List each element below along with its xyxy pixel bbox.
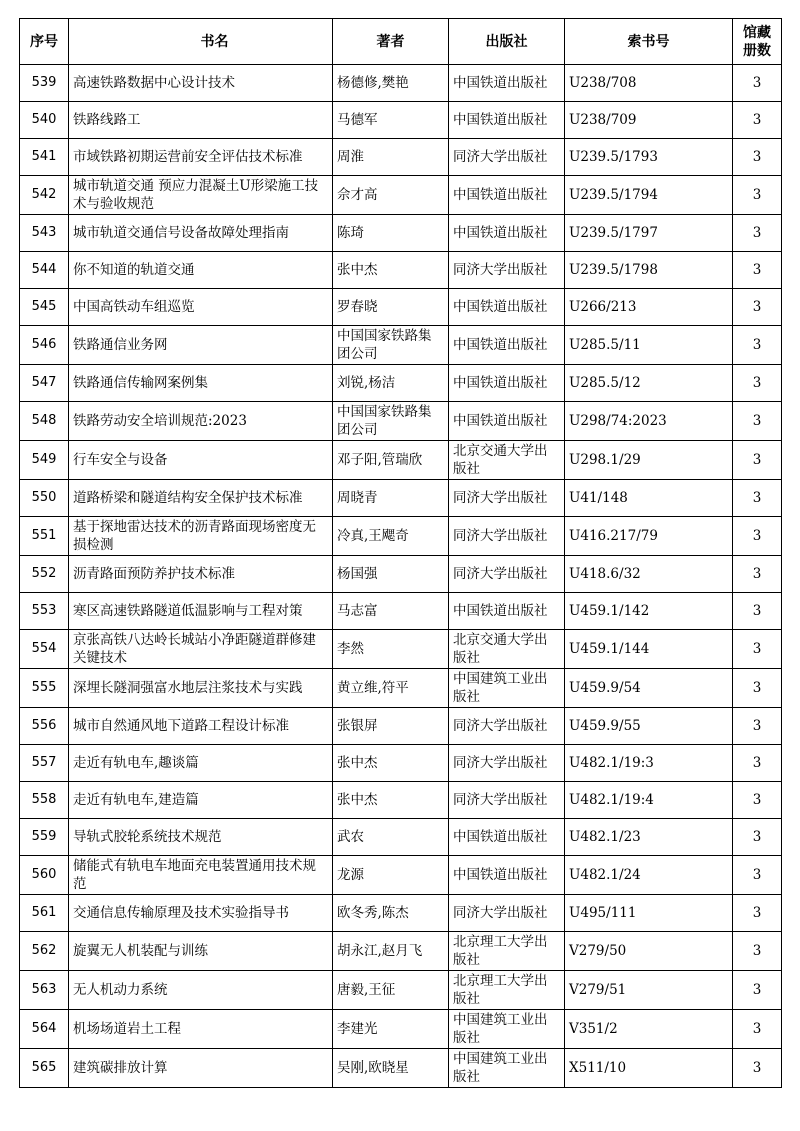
cell-no: 541	[20, 139, 69, 176]
cell-no: 545	[20, 289, 69, 326]
cell-author: 杨国强	[333, 556, 449, 593]
cell-copies: 3	[733, 1049, 782, 1088]
cell-no: 543	[20, 215, 69, 252]
table-row	[20, 556, 782, 593]
cell-no: 558	[20, 782, 69, 819]
cell-title: 沥青路面预防养护技术标准	[69, 556, 333, 593]
cell-title: 道路桥梁和隧道结构安全保护技术标准	[69, 480, 333, 517]
cell-call-number: U482.1/19:3	[565, 745, 733, 782]
cell-call-number: U459.1/142	[565, 593, 733, 630]
cell-call-number: U459.1/144	[565, 630, 733, 669]
cell-copies: 3	[733, 856, 782, 895]
table-row	[20, 365, 782, 402]
cell-title: 走近有轨电车,建造篇	[69, 782, 333, 819]
cell-title: 旋翼无人机装配与训练	[69, 932, 333, 971]
cell-title: 深埋长隧洞强富水地层注浆技术与实践	[69, 669, 333, 708]
cell-publisher: 同济大学出版社	[449, 139, 565, 176]
cell-call-number: U298/74:2023	[565, 402, 733, 441]
cell-author: 周晓青	[333, 480, 449, 517]
table-row	[20, 517, 782, 556]
cell-author: 李建光	[333, 1010, 449, 1049]
cell-title: 无人机动力系统	[69, 971, 333, 1010]
cell-author: 马志富	[333, 593, 449, 630]
cell-copies: 3	[733, 441, 782, 480]
cell-author: 刘锐,杨洁	[333, 365, 449, 402]
cell-copies: 3	[733, 932, 782, 971]
cell-call-number: U285.5/12	[565, 365, 733, 402]
cell-title: 铁路线路工	[69, 102, 333, 139]
table-row	[20, 895, 782, 932]
table-row	[20, 708, 782, 745]
cell-no: 549	[20, 441, 69, 480]
cell-call-number: U482.1/23	[565, 819, 733, 856]
header-publisher: 出版社	[449, 19, 565, 65]
cell-call-number: U459.9/54	[565, 669, 733, 708]
cell-publisher: 同济大学出版社	[449, 480, 565, 517]
cell-publisher: 中国铁道出版社	[449, 176, 565, 215]
cell-publisher: 北京交通大学出版社	[449, 441, 565, 480]
table-row	[20, 65, 782, 102]
cell-title: 城市轨道交通 预应力混凝土U形梁施工技术与验收规范	[69, 176, 333, 215]
cell-publisher: 同济大学出版社	[449, 517, 565, 556]
cell-author: 黄立维,符平	[333, 669, 449, 708]
cell-call-number: U239.5/1797	[565, 215, 733, 252]
cell-copies: 3	[733, 745, 782, 782]
cell-no: 547	[20, 365, 69, 402]
cell-publisher: 同济大学出版社	[449, 708, 565, 745]
cell-copies: 3	[733, 819, 782, 856]
cell-call-number: U495/111	[565, 895, 733, 932]
cell-publisher: 中国铁道出版社	[449, 102, 565, 139]
cell-author: 李然	[333, 630, 449, 669]
cell-copies: 3	[733, 708, 782, 745]
cell-no: 551	[20, 517, 69, 556]
cell-call-number: U482.1/24	[565, 856, 733, 895]
cell-copies: 3	[733, 782, 782, 819]
cell-publisher: 北京理工大学出版社	[449, 971, 565, 1010]
cell-publisher: 同济大学出版社	[449, 745, 565, 782]
cell-call-number: V279/50	[565, 932, 733, 971]
table-row	[20, 139, 782, 176]
cell-publisher: 中国铁道出版社	[449, 215, 565, 252]
table-row	[20, 176, 782, 215]
cell-author: 张中杰	[333, 782, 449, 819]
table-row	[20, 745, 782, 782]
cell-author: 张银屏	[333, 708, 449, 745]
table-row	[20, 856, 782, 895]
cell-publisher: 中国铁道出版社	[449, 326, 565, 365]
cell-copies: 3	[733, 630, 782, 669]
table-row	[20, 215, 782, 252]
table-row	[20, 1049, 782, 1088]
cell-copies: 3	[733, 480, 782, 517]
table-row	[20, 669, 782, 708]
table-row	[20, 593, 782, 630]
cell-call-number: U298.1/29	[565, 441, 733, 480]
cell-call-number: U459.9/55	[565, 708, 733, 745]
cell-call-number: X511/10	[565, 1049, 733, 1088]
cell-copies: 3	[733, 65, 782, 102]
cell-title: 你不知道的轨道交通	[69, 252, 333, 289]
cell-copies: 3	[733, 102, 782, 139]
cell-publisher: 中国铁道出版社	[449, 856, 565, 895]
cell-no: 553	[20, 593, 69, 630]
cell-author: 冷真,王飔奇	[333, 517, 449, 556]
header-copies: 馆藏册数	[733, 19, 782, 65]
cell-copies: 3	[733, 326, 782, 365]
cell-title: 铁路劳动安全培训规范:2023	[69, 402, 333, 441]
book-list-table	[19, 18, 782, 1088]
table-row	[20, 289, 782, 326]
table-row	[20, 819, 782, 856]
cell-title: 铁路通信业务网	[69, 326, 333, 365]
header-call-number: 索书号	[565, 19, 733, 65]
table-row	[20, 102, 782, 139]
cell-no: 561	[20, 895, 69, 932]
cell-publisher: 中国建筑工业出版社	[449, 1049, 565, 1088]
cell-no: 556	[20, 708, 69, 745]
cell-copies: 3	[733, 365, 782, 402]
cell-title: 走近有轨电车,趣谈篇	[69, 745, 333, 782]
cell-publisher: 中国铁道出版社	[449, 65, 565, 102]
cell-no: 565	[20, 1049, 69, 1088]
cell-call-number: U482.1/19:4	[565, 782, 733, 819]
cell-publisher: 同济大学出版社	[449, 895, 565, 932]
cell-author: 中国国家铁路集团公司	[333, 402, 449, 441]
cell-copies: 3	[733, 556, 782, 593]
cell-no: 550	[20, 480, 69, 517]
cell-title: 交通信息传输原理及技术实验指导书	[69, 895, 333, 932]
cell-author: 张中杰	[333, 745, 449, 782]
table-row	[20, 480, 782, 517]
cell-copies: 3	[733, 176, 782, 215]
cell-author: 佘才高	[333, 176, 449, 215]
cell-no: 563	[20, 971, 69, 1010]
cell-publisher: 同济大学出版社	[449, 556, 565, 593]
cell-publisher: 北京交通大学出版社	[449, 630, 565, 669]
cell-author: 龙源	[333, 856, 449, 895]
cell-no: 546	[20, 326, 69, 365]
cell-no: 554	[20, 630, 69, 669]
cell-title: 寒区高速铁路隧道低温影响与工程对策	[69, 593, 333, 630]
cell-publisher: 中国建筑工业出版社	[449, 669, 565, 708]
cell-publisher: 北京理工大学出版社	[449, 932, 565, 971]
cell-author: 武农	[333, 819, 449, 856]
cell-no: 540	[20, 102, 69, 139]
header-no: 序号	[20, 19, 69, 65]
cell-publisher: 同济大学出版社	[449, 252, 565, 289]
cell-title: 基于探地雷达技术的沥青路面现场密度无损检测	[69, 517, 333, 556]
cell-copies: 3	[733, 215, 782, 252]
table-body	[20, 65, 782, 1088]
table-row	[20, 971, 782, 1010]
cell-author: 张中杰	[333, 252, 449, 289]
cell-title: 建筑碳排放计算	[69, 1049, 333, 1088]
table-row	[20, 1010, 782, 1049]
cell-no: 560	[20, 856, 69, 895]
cell-author: 周淮	[333, 139, 449, 176]
cell-publisher: 中国铁道出版社	[449, 819, 565, 856]
cell-call-number: U285.5/11	[565, 326, 733, 365]
table-row	[20, 782, 782, 819]
cell-copies: 3	[733, 669, 782, 708]
cell-publisher: 中国铁道出版社	[449, 593, 565, 630]
cell-call-number: U418.6/32	[565, 556, 733, 593]
cell-copies: 3	[733, 971, 782, 1010]
cell-title: 城市轨道交通信号设备故障处理指南	[69, 215, 333, 252]
cell-author: 欧冬秀,陈杰	[333, 895, 449, 932]
cell-no: 544	[20, 252, 69, 289]
cell-author: 吴刚,欧晓星	[333, 1049, 449, 1088]
cell-no: 552	[20, 556, 69, 593]
cell-call-number: U416.217/79	[565, 517, 733, 556]
cell-no: 557	[20, 745, 69, 782]
cell-call-number: U41/148	[565, 480, 733, 517]
header-row	[20, 19, 782, 65]
cell-author: 罗春晓	[333, 289, 449, 326]
cell-publisher: 中国铁道出版社	[449, 365, 565, 402]
table-row	[20, 402, 782, 441]
cell-title: 高速铁路数据中心设计技术	[69, 65, 333, 102]
cell-author: 马德军	[333, 102, 449, 139]
cell-call-number: V279/51	[565, 971, 733, 1010]
cell-call-number: U239.5/1793	[565, 139, 733, 176]
cell-copies: 3	[733, 402, 782, 441]
cell-publisher: 中国建筑工业出版社	[449, 1010, 565, 1049]
cell-no: 555	[20, 669, 69, 708]
cell-author: 中国国家铁路集团公司	[333, 326, 449, 365]
cell-author: 邓子阳,管瑞欣	[333, 441, 449, 480]
cell-copies: 3	[733, 593, 782, 630]
table-row	[20, 252, 782, 289]
cell-title: 导轨式胶轮系统技术规范	[69, 819, 333, 856]
cell-no: 559	[20, 819, 69, 856]
cell-copies: 3	[733, 139, 782, 176]
cell-author: 唐毅,王征	[333, 971, 449, 1010]
cell-author: 杨德修,樊艳	[333, 65, 449, 102]
cell-publisher: 中国铁道出版社	[449, 402, 565, 441]
cell-title: 城市自然通风地下道路工程设计标准	[69, 708, 333, 745]
cell-title: 中国高铁动车组巡览	[69, 289, 333, 326]
cell-no: 548	[20, 402, 69, 441]
cell-publisher: 中国铁道出版社	[449, 289, 565, 326]
cell-copies: 3	[733, 1010, 782, 1049]
cell-no: 562	[20, 932, 69, 971]
cell-no: 564	[20, 1010, 69, 1049]
cell-title: 储能式有轨电车地面充电装置通用技术规范	[69, 856, 333, 895]
cell-call-number: U238/709	[565, 102, 733, 139]
cell-author: 胡永江,赵月飞	[333, 932, 449, 971]
cell-title: 机场场道岩土工程	[69, 1010, 333, 1049]
cell-author: 陈琦	[333, 215, 449, 252]
table-row	[20, 326, 782, 365]
cell-copies: 3	[733, 895, 782, 932]
cell-call-number: U238/708	[565, 65, 733, 102]
cell-call-number: V351/2	[565, 1010, 733, 1049]
header-title: 书名	[69, 19, 333, 65]
cell-title: 市域铁路初期运营前安全评估技术标准	[69, 139, 333, 176]
cell-no: 539	[20, 65, 69, 102]
cell-call-number: U266/213	[565, 289, 733, 326]
cell-publisher: 同济大学出版社	[449, 782, 565, 819]
cell-call-number: U239.5/1798	[565, 252, 733, 289]
cell-no: 542	[20, 176, 69, 215]
cell-copies: 3	[733, 289, 782, 326]
cell-copies: 3	[733, 517, 782, 556]
cell-title: 铁路通信传输网案例集	[69, 365, 333, 402]
table-row	[20, 441, 782, 480]
table-row	[20, 932, 782, 971]
table-row	[20, 630, 782, 669]
cell-call-number: U239.5/1794	[565, 176, 733, 215]
cell-title: 行车安全与设备	[69, 441, 333, 480]
cell-title: 京张高铁八达岭长城站小净距隧道群修建关键技术	[69, 630, 333, 669]
cell-copies: 3	[733, 252, 782, 289]
header-author: 著者	[333, 19, 449, 65]
